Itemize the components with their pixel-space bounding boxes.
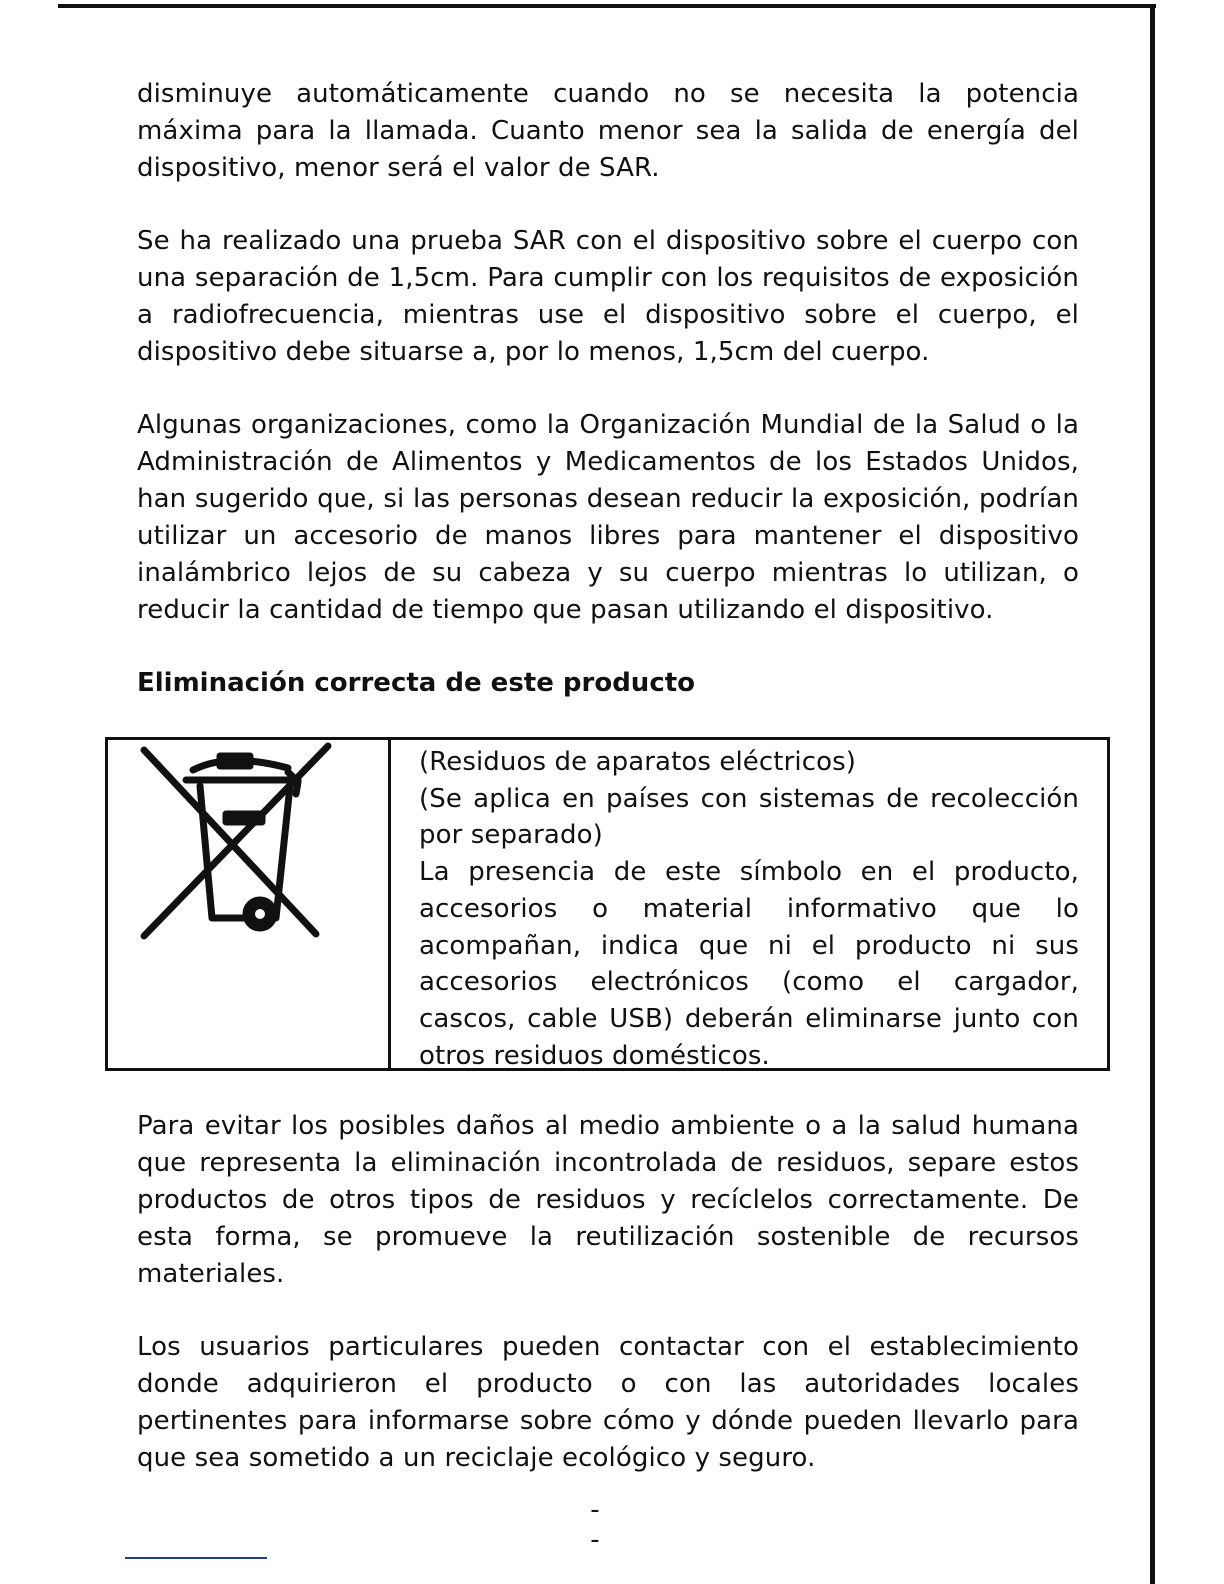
section-heading: Eliminación correcta de este producto [137, 668, 696, 698]
weee-line-2: (Se aplica en países con sistemas de recolección por separado) [419, 783, 1079, 851]
page-border-top [58, 4, 1156, 8]
crossed-out-wheelie-bin-icon [138, 742, 338, 942]
weee-symbol-cell [108, 740, 391, 1068]
weee-line-1: (Residuos de aparatos eléctricos) [419, 747, 856, 777]
weee-line-3: La presencia de este símbolo en el producto, accesorios o material informativo que lo acompañan, indica que ni el producto ni sus accesorios electrónicos (como el cargador, cascos, cable USB) deberán eliminarse junto con otros residuos domésticos. [419, 857, 1079, 1071]
page-border-right [1150, 4, 1155, 1584]
weee-text-cell [391, 740, 1107, 1071]
bottom-content [137, 1108, 1079, 1477]
paragraph-organizations: Algunas organizaciones, como la Organización Mundial de la Salud o la Administración de Alimentos y Medicamentos de los Estados Unidos, han sugerido que, si las personas desean reducir la exposición, podrían utilizar un accesorio de manos libres para mantener el dispositivo inalámbrico lejos de su cabeza y su cuerpo mientras lo utilizan, o reducir la cantidad de tiempo que pasan utilizando el dispositivo. [137, 410, 1079, 625]
paragraph-sar-power: disminuye automáticamente cuando no se necesita la potencia máxima para la llamada. Cuanto menor sea la salida de energía del dispositivo, menor será el valor de SAR. [137, 79, 1079, 183]
main-content [137, 76, 1079, 742]
footnote-rule [125, 1557, 267, 1559]
paragraph-environment: Para evitar los posibles daños al medio ambiente o a la salud humana que representa la eliminación incontrolada de residuos, separe estos productos de otros tipos de residuos y recíclelos correctamente. De esta forma, se promueve la reutilización sostenible de recursos materiales. [137, 1111, 1079, 1289]
page-number: - - [590, 1495, 620, 1555]
paragraph-sar-test: Se ha realizado una prueba SAR con el dispositivo sobre el cuerpo con una separación de 1,5cm. Para cumplir con los requisitos de exposición a radiofrecuencia, mientras use el dispositivo sobre el cuerpo, el dispositivo debe situarse a, por lo menos, 1,5cm del cuerpo. [137, 226, 1079, 367]
paragraph-users: Los usuarios particulares pueden contactar con el establecimiento donde adquirieron el producto o con las autoridades locales pertinentes para informarse sobre cómo y dónde pueden llevarlo para que sea sometido a un reciclaje ecológico y seguro. [137, 1332, 1079, 1473]
weee-disposal-box [105, 737, 1110, 1071]
